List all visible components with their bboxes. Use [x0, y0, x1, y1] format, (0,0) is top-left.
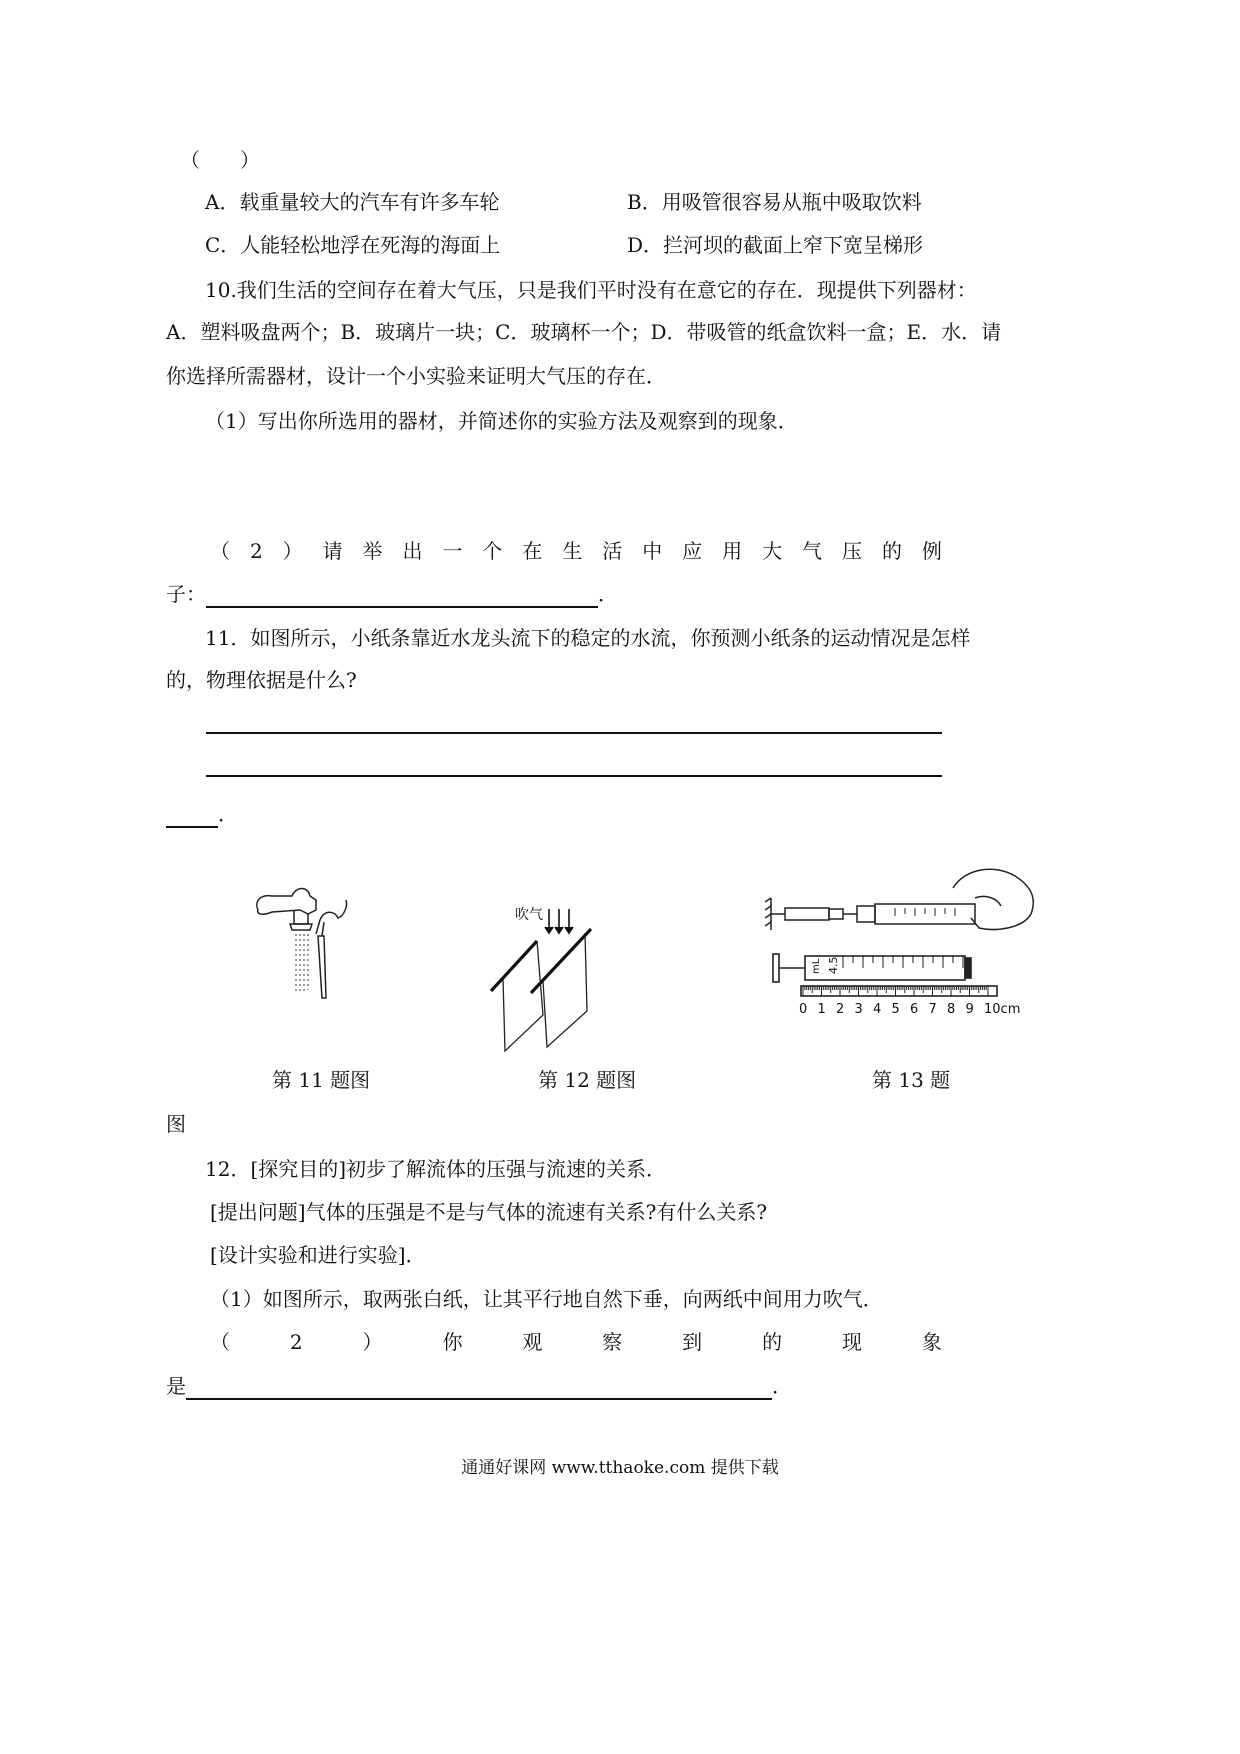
ruler-tick-label: 4 — [873, 1002, 882, 1017]
q11-period: ． — [218, 802, 238, 826]
q10-sub2-char: 应 — [682, 539, 703, 563]
q10-sub2-char: 生 — [562, 539, 583, 563]
figure-13-syringe-unit: mL — [811, 958, 822, 974]
q10-sub2-answer-line — [166, 580, 618, 608]
q10-sub2-char: ） — [282, 539, 303, 563]
q12-sub2-end-text: 是 — [166, 1374, 186, 1398]
q10-sub2-spread-line — [210, 537, 942, 565]
q12-sub2-char: 的 — [762, 1330, 783, 1354]
ruler-tick-label: 8 — [947, 1002, 956, 1017]
figure-13-syringe — [765, 858, 1055, 1023]
q10-text-line3: 你选择所需器材，设计一个小实验来证明大气压的存在． — [166, 364, 666, 388]
figure-11-faucet — [250, 880, 360, 1000]
q10-sub2-char: 出 — [402, 539, 423, 563]
q10-sub2-char: 中 — [642, 539, 663, 563]
q9-option-b: B．用吸管很容易从瓶中吸取饮料 — [627, 190, 922, 214]
ruler-tick-label: 1 — [817, 1002, 826, 1017]
figure-13-syringe-mark: 4.5 — [827, 956, 840, 974]
q12-sub2-char: 察 — [602, 1330, 623, 1354]
q12-sub2-char: 象 — [921, 1330, 942, 1354]
q10-sub2-char: 气 — [802, 539, 823, 563]
q11-text-line1: 11．如图所示，小纸条靠近水龙头流下的稳定的水流，你预测小纸条的运动情况是怎样 — [205, 626, 971, 650]
q10-sub2-char: 2 — [249, 539, 263, 563]
q10-sub2-char: 的 — [881, 539, 902, 563]
q12-sub2-char: 2 — [289, 1330, 303, 1354]
q12-answer-blank[interactable] — [186, 1378, 772, 1400]
figure-13-caption-wrap: 图 — [166, 1112, 186, 1136]
q11-text-line2: 的，物理依据是什么? — [166, 668, 357, 692]
ruler-tick-label: 7 — [928, 1002, 937, 1017]
figure-13-caption: 第 13 题 — [872, 1068, 951, 1092]
ruler-tick-label: 0 — [799, 1002, 808, 1017]
q10-sub2-char: 个 — [482, 539, 503, 563]
q10-sub2-char: 举 — [362, 539, 383, 563]
q9-answer-bracket: （ ） — [180, 148, 260, 172]
ruler-tick-label: 3 — [854, 1002, 863, 1017]
q10-sub2-char: 在 — [522, 539, 543, 563]
q10-sub2-char: 一 — [442, 539, 463, 563]
q10-answer-blank[interactable] — [206, 586, 598, 608]
q11-answer-blank[interactable] — [166, 806, 218, 828]
q12-sub2-char: 观 — [522, 1330, 543, 1354]
figure-12-blowing-papers — [485, 905, 605, 1055]
q12-sub2-char: 你 — [442, 1330, 463, 1354]
q12-sub2-char: 到 — [682, 1330, 703, 1354]
q11-answer-line-1[interactable] — [206, 732, 942, 734]
q12-sub2-answer-line — [166, 1372, 792, 1400]
q9-option-c: C．人能轻松地浮在死海的海面上 — [205, 233, 501, 257]
ruler-tick-label: 2 — [836, 1002, 845, 1017]
figure-12-caption: 第 12 题图 — [538, 1068, 637, 1092]
q10-sub2-char: 用 — [722, 539, 743, 563]
ruler-tick-label: 10cm — [984, 1002, 1021, 1017]
q10-sub2-char: 例 — [921, 539, 942, 563]
q12-sub2-spread-line — [210, 1328, 942, 1356]
q12-period: ． — [772, 1374, 792, 1398]
q10-sub2-end-text: 子： — [166, 582, 206, 606]
ruler-tick-label: 5 — [891, 1002, 900, 1017]
q9-option-a: A．载重量较大的汽车有许多车轮 — [205, 190, 500, 214]
q10-text-line1: 10.我们生活的空间存在着大气压，只是我们平时没有在意它的存在．现提供下列器材： — [205, 278, 977, 302]
q12-sub2-char: 现 — [841, 1330, 862, 1354]
q12-sub1: （1）如图所示，取两张白纸，让其平行地自然下垂，向两纸中间用力吹气． — [210, 1287, 883, 1311]
ruler-tick-label: 6 — [910, 1002, 919, 1017]
q10-text-line2: A．塑料吸盘两个；B．玻璃片一块；C．玻璃杯一个；D．带吸管的纸盒饮料一盒；E．水．请 — [166, 320, 1002, 344]
page-footer: 通通好课网 www.tthaoke.com 提供下载 — [461, 1458, 779, 1478]
figure-11-caption: 第 11 题图 — [272, 1068, 371, 1092]
q12-sub2-char: （ — [210, 1330, 230, 1354]
q9-option-d: D．拦河坝的截面上窄下宽呈梯形 — [627, 233, 924, 257]
q10-sub2-char: 压 — [841, 539, 862, 563]
q11-answer-line-2[interactable] — [206, 775, 942, 777]
q12-sub2-char: ） — [362, 1330, 383, 1354]
q10-period: ． — [598, 582, 618, 606]
q10-sub2-char: 请 — [322, 539, 343, 563]
q10-sub1: （1）写出你所选用的器材，并简述你的实验方法及观察到的现象． — [205, 409, 798, 433]
q10-sub2-char: 大 — [762, 539, 783, 563]
q12-text-line1: 12．[探究目的]初步了解流体的压强与流速的关系． — [205, 1157, 667, 1181]
q12-text-line2: [提出问题]气体的压强是不是与气体的流速有关系?有什么关系? — [210, 1200, 768, 1224]
q11-answer-line-3 — [166, 800, 238, 828]
q10-sub2-char: 活 — [602, 539, 623, 563]
q12-text-line3: [设计实验和进行实验]． — [210, 1243, 426, 1267]
q10-sub2-char: （ — [210, 539, 230, 563]
figure-12-blow-label: 吹气 — [515, 907, 543, 923]
ruler-tick-label: 9 — [965, 1002, 974, 1017]
